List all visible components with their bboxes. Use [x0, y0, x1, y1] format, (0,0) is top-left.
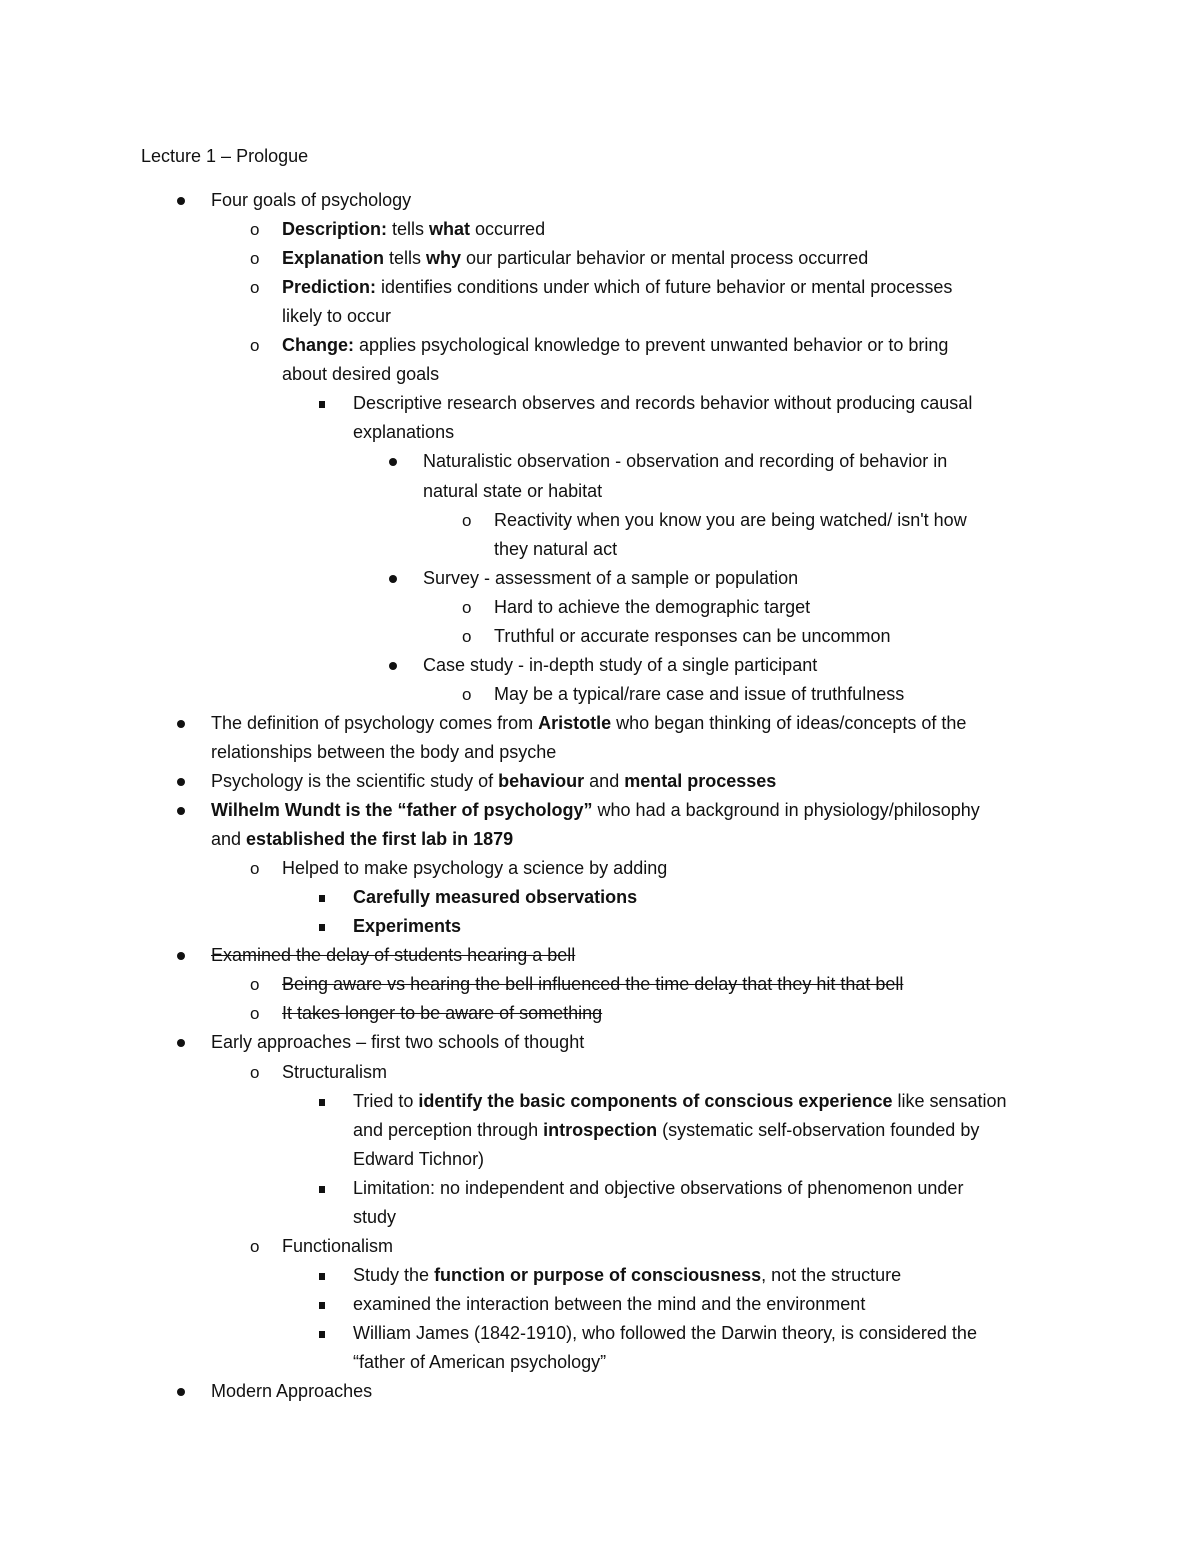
list-item — [462, 506, 967, 535]
list-item — [250, 331, 949, 360]
circle-bullet-icon: o — [250, 1237, 260, 1256]
bullet-icon — [177, 778, 185, 786]
list-item — [462, 593, 811, 622]
text: applies psychological knowledge to prevent unwanted behavior or to bring — [354, 335, 949, 355]
text: and perception through — [353, 1120, 544, 1140]
list-item — [250, 1232, 394, 1261]
text: , not the structure — [761, 1265, 902, 1285]
circle-bullet-icon: o — [462, 685, 472, 704]
text: examined the interaction between the mind and the environment — [353, 1294, 866, 1314]
text: explanations — [353, 422, 455, 442]
text: natural state or habitat — [423, 481, 603, 501]
square-bullet-icon — [319, 1273, 325, 1280]
circle-bullet-icon: o — [250, 1063, 260, 1082]
bullet-icon — [177, 952, 185, 960]
text: who began thinking of ideas/concepts of the — [611, 713, 967, 733]
list-item — [353, 1116, 979, 1145]
list-item — [353, 1261, 901, 1290]
text: Study the — [353, 1265, 435, 1285]
text: they natural act — [494, 539, 618, 559]
text: and — [211, 829, 247, 849]
bold-text: introspection — [543, 1120, 658, 1140]
text: Tried to — [353, 1091, 419, 1111]
bold-text: Prediction: — [282, 277, 377, 297]
list-item — [211, 825, 513, 854]
list-item — [353, 1348, 606, 1377]
bold-text: established the first lab in 1879 — [246, 829, 514, 849]
list-item — [494, 535, 617, 564]
square-bullet-icon — [319, 895, 325, 902]
circle-bullet-icon: o — [250, 249, 260, 268]
text: likely to occur — [282, 306, 392, 326]
text: Case study - in-depth study of a single participant — [423, 655, 818, 675]
list-item — [353, 1290, 865, 1319]
text: identifies conditions under which of future behavior or mental processes — [376, 277, 953, 297]
list-item — [250, 215, 546, 244]
list-item — [353, 1174, 963, 1203]
text: It takes longer to be aware of something — [282, 1003, 603, 1023]
bold-text: mental processes — [624, 771, 777, 791]
text: Reactivity when you know you are being watched/ isn't how — [494, 510, 967, 530]
circle-bullet-icon: o — [250, 859, 260, 878]
bold-text: Wilhelm Wundt is the “father of psychology” — [211, 800, 593, 820]
text: William James (1842-1910), who followed the Darwin theory, is considered the — [353, 1323, 977, 1343]
bold-text: Description: — [282, 219, 388, 239]
text: Modern Approaches — [211, 1381, 373, 1401]
circle-bullet-icon: o — [462, 598, 472, 617]
list-item — [211, 767, 776, 796]
bold-text: Aristotle — [538, 713, 612, 733]
text: about desired goals — [282, 364, 440, 384]
bullet-icon — [389, 575, 397, 583]
bold-text: what — [429, 219, 471, 239]
list-item — [211, 738, 556, 767]
text: tells — [387, 219, 430, 239]
text: Hard to achieve the demographic target — [494, 597, 811, 617]
list-item — [353, 1087, 1007, 1116]
text: Helped to make psychology a science by adding — [282, 858, 668, 878]
bold-text: Change: — [282, 335, 354, 355]
bold-text: Carefully measured observations — [353, 887, 638, 907]
text: Truthful or accurate responses can be uncommon — [494, 626, 891, 646]
circle-bullet-icon: o — [250, 336, 260, 355]
list-item — [250, 244, 869, 273]
bullet-icon — [389, 458, 397, 466]
text: The definition of psychology comes from — [211, 713, 539, 733]
bold-text: why — [426, 248, 462, 268]
text: tells — [384, 248, 427, 268]
list-item — [353, 1145, 484, 1174]
square-bullet-icon — [319, 1186, 325, 1193]
list-item — [211, 796, 980, 825]
list-item — [423, 564, 798, 593]
bullet-icon — [177, 720, 185, 728]
list-item — [462, 622, 891, 651]
list-item — [353, 1319, 977, 1348]
list-item — [423, 651, 817, 680]
list-item — [250, 854, 668, 883]
text: Structuralism — [282, 1062, 388, 1082]
square-bullet-icon — [319, 1331, 325, 1338]
text: like sensation — [892, 1091, 1007, 1111]
text: who had a background in physiology/philosophy — [592, 800, 980, 820]
list-item — [282, 302, 391, 331]
list-item — [250, 970, 904, 999]
list-item — [282, 360, 439, 389]
text: Naturalistic observation - observation and recording of behavior in — [423, 451, 948, 471]
list-item — [211, 941, 575, 970]
bullet-icon — [177, 1039, 185, 1047]
list-item — [250, 1058, 388, 1087]
circle-bullet-icon: o — [250, 278, 260, 297]
text: Functionalism — [282, 1236, 394, 1256]
list-item — [250, 273, 953, 302]
bold-text: identify the basic components of conscious experience — [418, 1091, 893, 1111]
circle-bullet-icon: o — [250, 220, 260, 239]
bold-text: Explanation — [282, 248, 385, 268]
list-item — [211, 186, 411, 215]
text: Descriptive research observes and records behavior without producing causal — [353, 393, 973, 413]
square-bullet-icon — [319, 1302, 325, 1309]
bold-text: Experiments — [353, 916, 462, 936]
text: our particular behavior or mental process occurred — [461, 248, 869, 268]
list-item — [423, 477, 602, 506]
list-item — [423, 447, 947, 476]
text: “father of American psychology” — [353, 1352, 607, 1372]
square-bullet-icon — [319, 1099, 325, 1106]
bold-text: behaviour — [498, 771, 585, 791]
text: May be a typical/rare case and issue of truthfulness — [494, 684, 905, 704]
text: Limitation: no independent and objective observations of phenomenon under — [353, 1178, 964, 1198]
list-item — [250, 999, 603, 1028]
bullet-icon — [177, 807, 185, 815]
text: Being aware vs hearing the bell influenced the time delay that they hit that bell — [282, 974, 904, 994]
page-title: Lecture 1 – Prologue — [141, 146, 309, 166]
text: Examined the delay of students hearing a bell — [211, 945, 576, 965]
square-bullet-icon — [319, 401, 325, 408]
text: study — [353, 1207, 397, 1227]
text: Early approaches – first two schools of thought — [211, 1032, 585, 1052]
text: Psychology is the scientific study of — [211, 771, 499, 791]
bold-text: function or purpose of consciousness — [434, 1265, 762, 1285]
text: Survey - assessment of a sample or population — [423, 568, 799, 588]
circle-bullet-icon: o — [462, 627, 472, 646]
list-item — [462, 680, 905, 709]
text: relationships between the body and psyche — [211, 742, 557, 762]
circle-bullet-icon: o — [462, 511, 472, 530]
list-item — [353, 418, 454, 447]
list-item — [353, 389, 972, 418]
list-item — [353, 912, 461, 941]
bullet-icon — [177, 1388, 185, 1396]
square-bullet-icon — [319, 924, 325, 931]
circle-bullet-icon: o — [250, 1004, 260, 1023]
list-item — [353, 1203, 396, 1232]
list-item — [353, 883, 637, 912]
text: and — [584, 771, 625, 791]
circle-bullet-icon: o — [250, 975, 260, 994]
bullet-icon — [389, 662, 397, 670]
list-item — [211, 1028, 584, 1057]
text: Four goals of psychology — [211, 190, 412, 210]
bullet-icon — [177, 197, 185, 205]
text: Edward Tichnor) — [353, 1149, 485, 1169]
text: (systematic self-observation founded by — [657, 1120, 980, 1140]
list-item — [211, 1377, 372, 1406]
list-item — [211, 709, 966, 738]
text: occurred — [470, 219, 546, 239]
